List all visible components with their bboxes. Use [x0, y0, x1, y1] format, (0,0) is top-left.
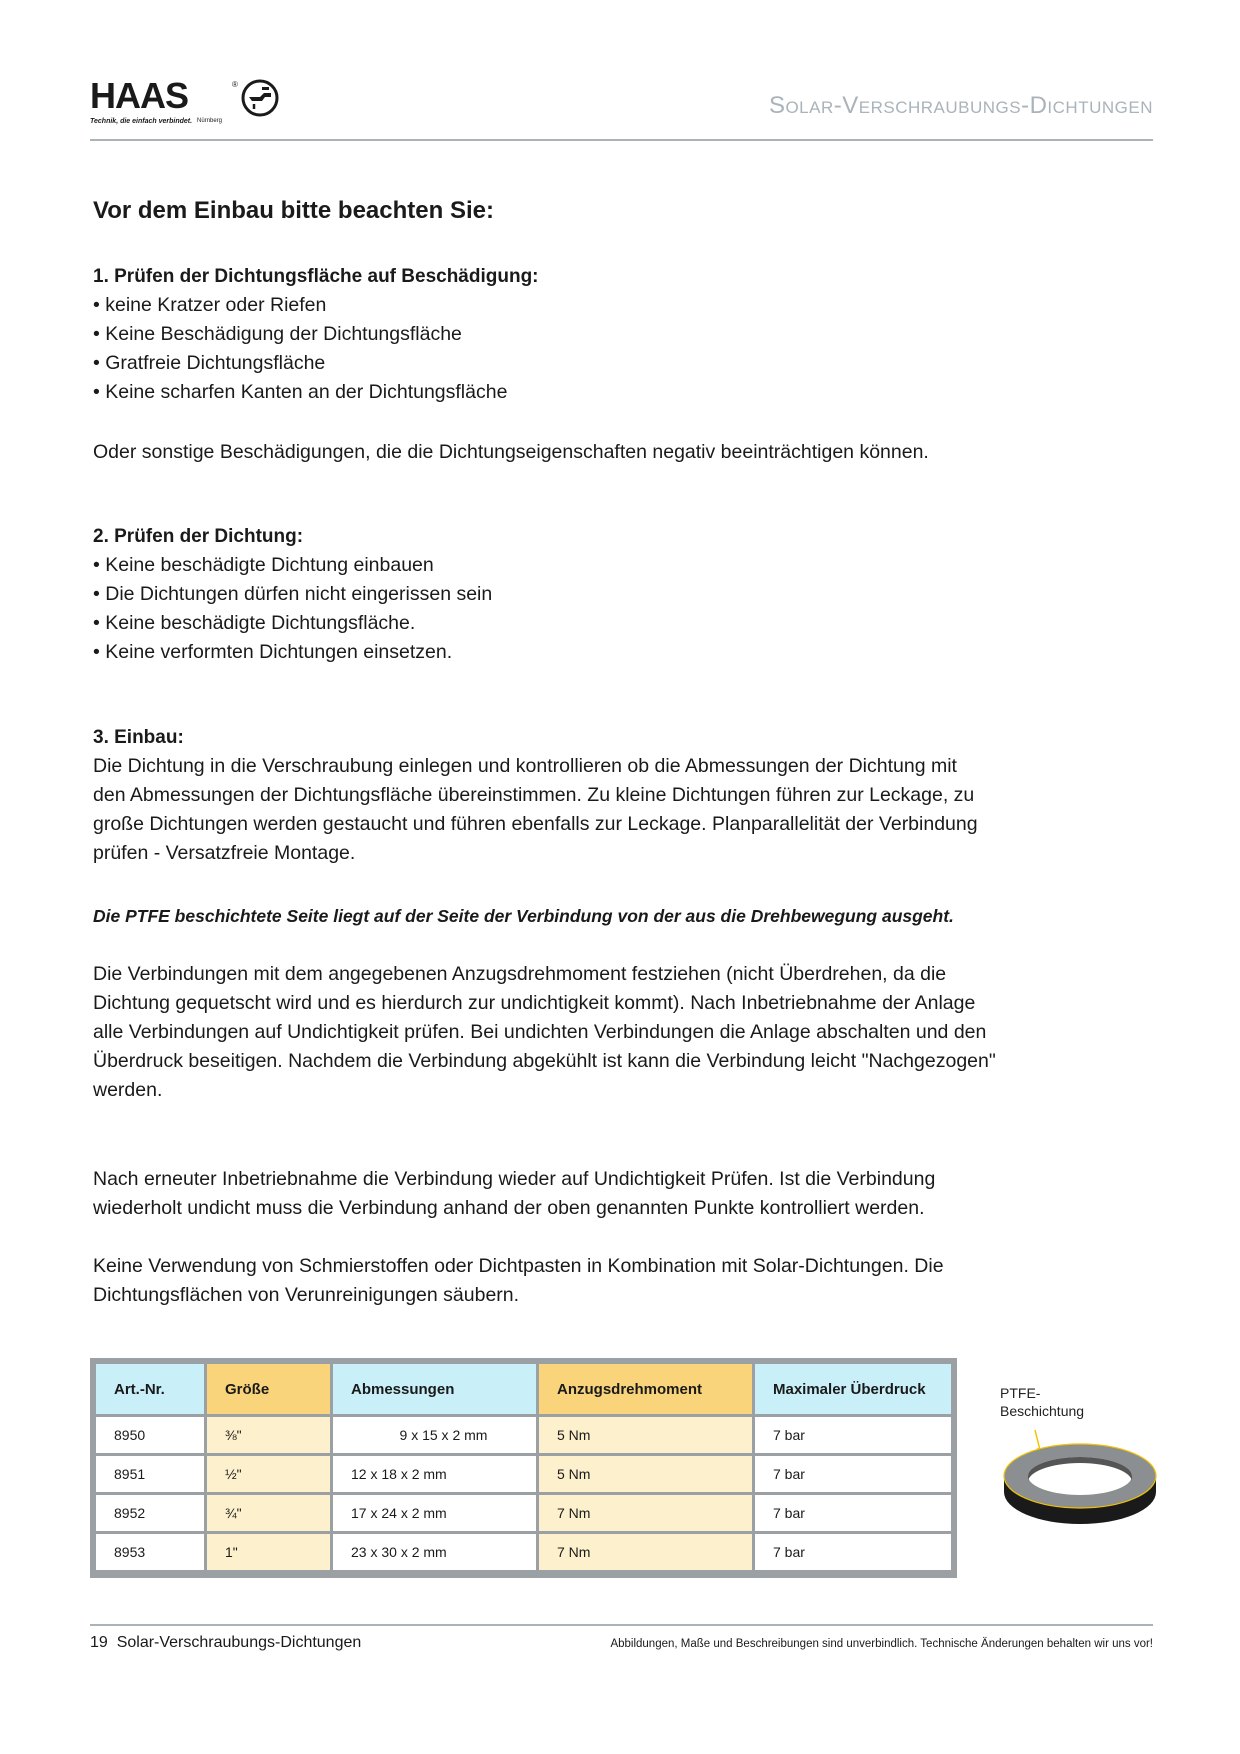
footer-title: Solar-Verschraubungs-Dichtungen	[116, 1634, 362, 1651]
cell-dimensions: 12 x 18 x 2 mm	[332, 1455, 538, 1494]
recheck-paragraph	[93, 1165, 1133, 1223]
cell-max-pressure: 7 bar	[754, 1533, 952, 1571]
table-row	[96, 1533, 951, 1571]
col-header-art-nr: Art.-Nr.	[96, 1364, 206, 1416]
faucet-icon	[240, 78, 280, 118]
tightening-paragraph	[93, 960, 1133, 1105]
text-line: werden.	[93, 1079, 163, 1101]
list-item: • Die Dichtungen dürfen nicht eingerissen sein	[93, 580, 1133, 609]
list-item: • Keine Beschädigung der Dichtungsfläche	[93, 320, 1133, 349]
cell-size: ⅜"	[206, 1416, 332, 1455]
text-line: den Abmessungen der Dichtungsfläche übereinstimmen. Zu kleine Dichtungen führen zur Leckage, zu	[93, 784, 975, 806]
page-number: 19	[90, 1634, 108, 1651]
bullet-list	[93, 291, 1133, 407]
cell-max-pressure: 7 bar	[754, 1494, 952, 1533]
text-line: alle Verbindungen auf Undichtigkeit prüfen. Bei undichten Verbindungen die Anlage abschalten und den	[93, 1021, 987, 1043]
cell-torque: 5 Nm	[538, 1416, 754, 1455]
cell-size: ½"	[206, 1455, 332, 1494]
list-item: • Keine scharfen Kanten an der Dichtungsfläche	[93, 378, 1133, 407]
page-header-title: Solar-Verschraubungs-Dichtungen	[768, 92, 1153, 119]
header-divider	[90, 139, 1153, 141]
footer-disclaimer: Abbildungen, Maße und Beschreibungen sind unverbindlich. Technische Änderungen behalten wir uns vor!	[610, 1638, 1153, 1650]
logo-city: Nürnberg	[197, 118, 223, 124]
haas-logo	[90, 75, 290, 128]
section-title: 1. Prüfen der Dichtungsfläche auf Beschädigung:	[93, 266, 539, 287]
page-title: Vor dem Einbau bitte beachten Sie:	[93, 197, 494, 224]
spec-table	[96, 1364, 951, 1570]
section-seal-check	[93, 522, 1133, 667]
section-installation	[93, 723, 1133, 868]
col-header-max-pressure: Maximaler Überdruck	[754, 1364, 952, 1416]
gasket-illustration	[1000, 1428, 1160, 1528]
label-line: PTFE-	[1000, 1385, 1041, 1401]
list-item: • keine Kratzer oder Riefen	[93, 291, 1133, 320]
list-item: • Keine beschädigte Dichtung einbauen	[93, 551, 1133, 580]
col-header-torque: Anzugsdrehmoment	[538, 1364, 754, 1416]
cell-torque: 7 Nm	[538, 1494, 754, 1533]
list-item: • Keine verformten Dichtungen einsetzen.	[93, 638, 1133, 667]
list-item: • Gratfreie Dichtungsfläche	[93, 349, 1133, 378]
table-header-row	[96, 1364, 951, 1416]
footer-page-info	[90, 1634, 361, 1652]
cell-dimensions: 9 x 15 x 2 mm	[332, 1416, 538, 1455]
bullet-list	[93, 551, 1133, 667]
text-line: Nach erneuter Inbetriebnahme die Verbindung wieder auf Undichtigkeit Prüfen. Ist die Verbindung	[93, 1168, 936, 1190]
section-surface-check	[93, 262, 1133, 407]
text-line: große Dichtungen werden gestaucht und führen ebenfalls zur Leckage. Planparallelität der Verbindung	[93, 813, 978, 835]
cell-max-pressure: 7 bar	[754, 1455, 952, 1494]
text-line: wiederholt undicht muss die Verbindung anhand der oben genannten Punkte kontrolliert werden.	[93, 1197, 925, 1219]
text-line: Überdruck beseitigen. Nachdem die Verbindung abgekühlt ist kann die Verbindung leicht "Nachgezogen"	[93, 1050, 996, 1072]
list-item: • Keine beschädigte Dichtungsfläche.	[93, 609, 1133, 638]
footer-divider	[90, 1624, 1153, 1626]
col-header-size: Größe	[206, 1364, 332, 1416]
text-line: Die Verbindungen mit dem angegebenen Anzugsdrehmoment festziehen (nicht Überdrehen, da die	[93, 963, 947, 985]
section-title: 3. Einbau:	[93, 727, 184, 748]
cell-art-nr: 8953	[96, 1533, 206, 1571]
table-row	[96, 1494, 951, 1533]
cell-art-nr: 8950	[96, 1416, 206, 1455]
section-note: Oder sonstige Beschädigungen, die die Dichtungseigenschaften negativ beeinträchtigen können.	[93, 441, 929, 463]
text-line: Die Dichtung in die Verschraubung einlegen und kontrollieren ob die Abmessungen der Dichtung mit	[93, 755, 957, 777]
text-line: Keine Verwendung von Schmierstoffen oder Dichtpasten in Kombination mit Solar-Dichtungen. Die	[93, 1255, 944, 1277]
spec-table-frame	[90, 1358, 957, 1578]
cell-dimensions: 23 x 30 x 2 mm	[332, 1533, 538, 1571]
cell-size: ¾"	[206, 1494, 332, 1533]
logo-wordmark: HAAS	[90, 75, 189, 116]
table-row	[96, 1416, 951, 1455]
cell-size: 1"	[206, 1533, 332, 1571]
cell-art-nr: 8952	[96, 1494, 206, 1533]
cell-dimensions: 17 x 24 x 2 mm	[332, 1494, 538, 1533]
col-header-dimensions: Abmessungen	[332, 1364, 538, 1416]
text-line: Dichtungsflächen von Verunreinigungen säubern.	[93, 1284, 520, 1306]
label-line: Beschichtung	[1000, 1403, 1085, 1419]
cell-max-pressure: 7 bar	[754, 1416, 952, 1455]
text-line: prüfen - Versatzfreie Montage.	[93, 842, 356, 864]
logo-registered-mark: ®	[232, 80, 238, 89]
logo-tagline: Technik, die einfach verbindet.	[90, 118, 193, 125]
section-title: 2. Prüfen der Dichtung:	[93, 526, 304, 547]
table-row	[96, 1455, 951, 1494]
cell-torque: 5 Nm	[538, 1455, 754, 1494]
cell-torque: 7 Nm	[538, 1533, 754, 1571]
lubricant-paragraph	[93, 1252, 1133, 1310]
text-line: Dichtung gequetscht wird und es hierdurch zur undichtigkeit kommt). Nach Inbetriebnahme der Anlage	[93, 992, 976, 1014]
cell-art-nr: 8951	[96, 1455, 206, 1494]
ptfe-coating-label	[1000, 1384, 1084, 1420]
ptfe-orientation-note: Die PTFE beschichtete Seite liegt auf der Seite der Verbindung von der aus die Drehbewegung ausgeht.	[93, 906, 954, 926]
